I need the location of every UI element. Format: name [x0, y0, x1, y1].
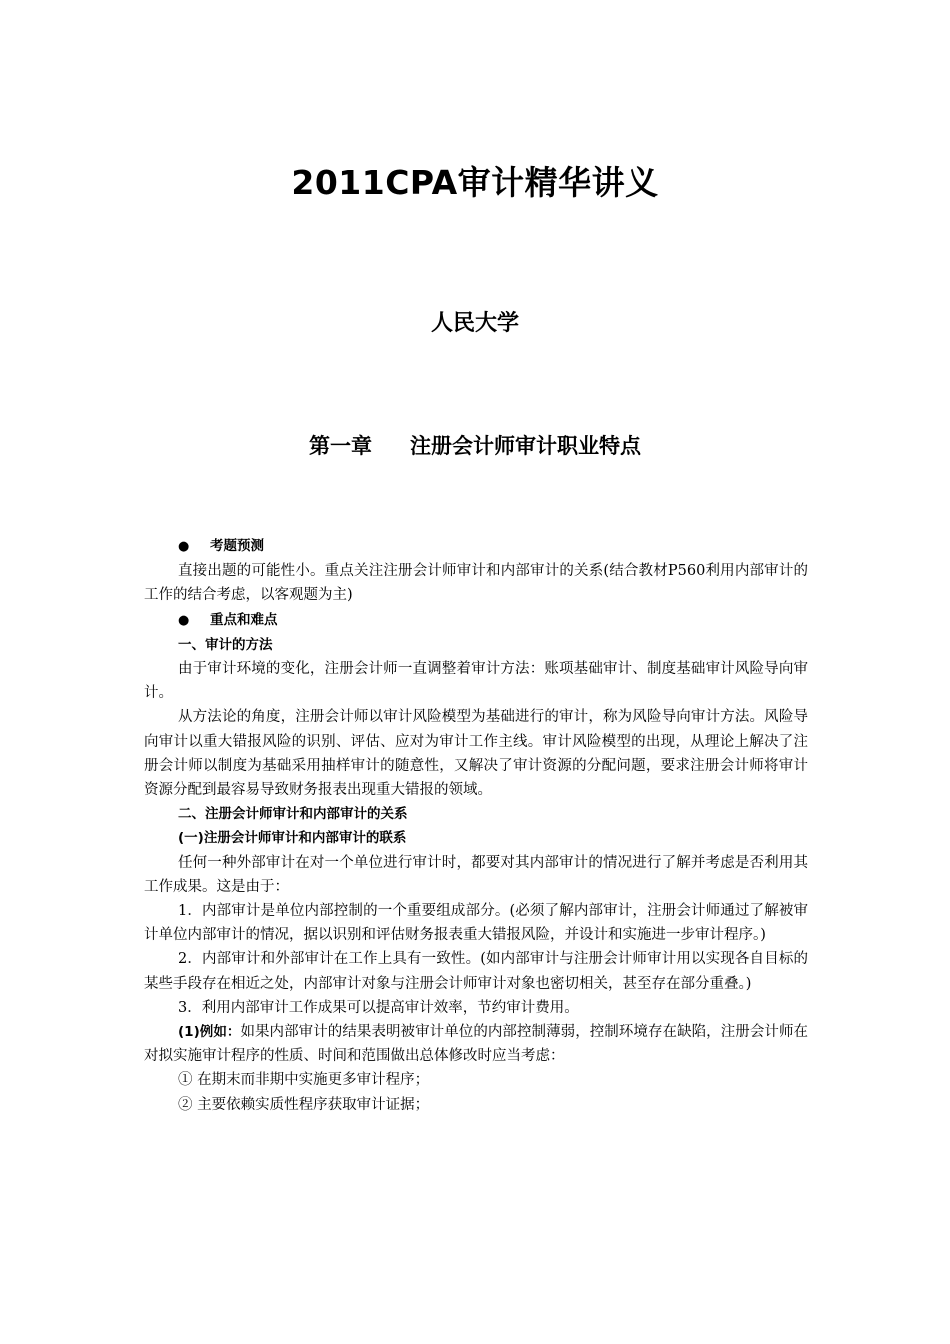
document-subtitle: 人民大学 [430, 311, 519, 336]
paragraph: 1．内部审计是单位内部控制的一个重要组成部分。(必须了解内部审计，注册会计师通过了解被审计单位内部审计的情况，据以识别和评估财务报表重大错报风险，并设计和实施进一步审计程序。) [144, 903, 808, 944]
list-item: ② 主要依赖实质性程序获取审计证据； [178, 1096, 430, 1113]
bullet-heading-key-points [144, 608, 808, 633]
paragraph: 2．内部审计和外部审计在工作上具有一致性。(如内部审计与注册会计师审计用以实现各自目标的某些手段存在相近之处，内部审计对象与注册会计师审计对象也密切相关，甚至存在部分重叠。) [144, 951, 808, 992]
chapter-name: 注册会计师审计职业特点 [410, 434, 641, 458]
list-item: ① 在期末而非期中实施更多审计程序； [178, 1072, 430, 1089]
document-body [144, 534, 808, 1117]
subsection-heading: (一)注册会计师审计和内部审计的联系 [178, 830, 407, 847]
paragraph: 任何一种外部审计在对一个单位进行审计时，都要对其内部审计的情况进行了解并考虑是否利用其工作成果。这是由于： [144, 854, 808, 895]
paragraph: 从方法论的角度，注册会计师以审计风险模型为基础进行的审计，称为风险导向审计方法。风险导向审计以重大错报风险的识别、评估、应对为审计工作主线。审计风险模型的出现，从理论上解决了注册会计师以制度为基础采用抽样审计的随意性，又解决了审计资源的分配问题，要求注册会计师将审计资源分配到最容易导致财务报表出现重大错报的领域。 [144, 709, 808, 799]
example-label: (1)例如： [178, 1024, 241, 1041]
paragraph: 由于审计环境的变化，注册会计师一直调整着审计方法：账项基础审计、制度基础审计风险导向审计。 [144, 661, 808, 702]
paragraph: 3．利用内部审计工作成果可以提高审计效率，节约审计费用。 [178, 999, 579, 1016]
bullet-icon: ● [178, 539, 190, 554]
bullet-icon: ● [178, 612, 190, 628]
document-title: 2011CPA审计精华讲义 [291, 163, 659, 202]
bullet-label: 考题预测 [210, 538, 264, 554]
paragraph: 直接出题的可能性小。重点关注注册会计师审计和内部审计的关系(结合教材P560利用内部审计的工作的结合考虑，以客观题为主) [144, 563, 808, 604]
chapter-number: 第一章 [309, 434, 372, 458]
chapter-heading [0, 430, 950, 460]
bullet-heading-exam-forecast [144, 534, 808, 559]
bullet-label: 重点和难点 [210, 611, 278, 628]
paragraph [144, 1020, 808, 1068]
section-heading: 一、审计的方法 [178, 636, 273, 653]
example-text: 如果内部审计的结果表明被审计单位的内部控制薄弱，控制环境存在缺陷，注册会计师在对拟实施审计程序的性质、时间和范围做出总体修改时应当考虑： [144, 1024, 808, 1065]
section-heading: 二、注册会计师审计和内部审计的关系 [178, 806, 408, 823]
